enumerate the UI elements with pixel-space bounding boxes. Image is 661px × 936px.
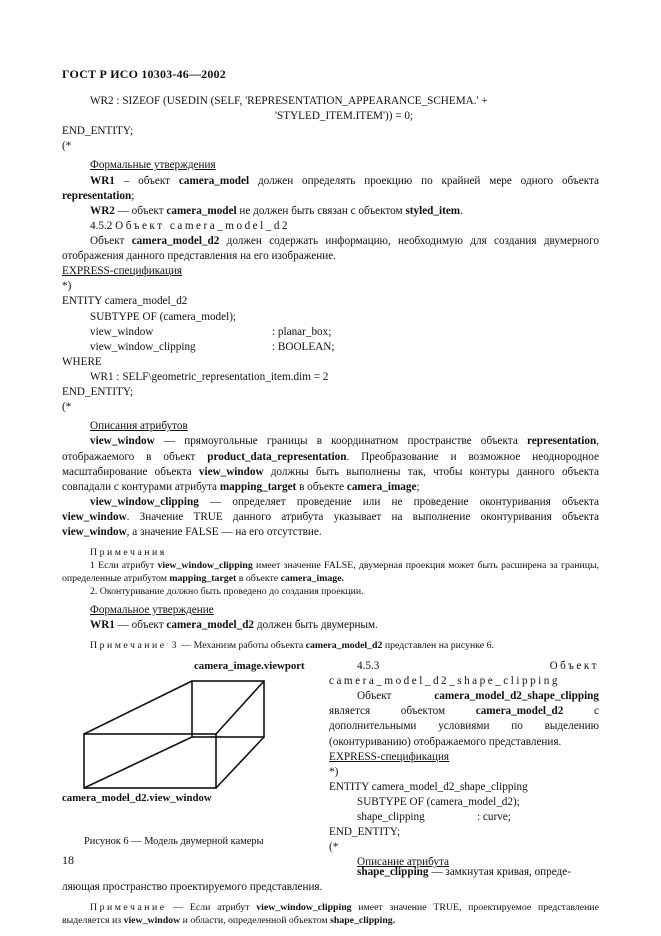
- edge-bottom-left: [84, 737, 192, 788]
- code-subtype-line: SUBTYPE OF (camera_model);: [90, 310, 237, 323]
- code-attr-view-window: view_window : planar_box;: [90, 325, 332, 338]
- code-attr-view-window-clipping: view_window_clipping : BOOLEAN;: [90, 340, 335, 353]
- section-4-5-3-description: Объект camera_model_d2_shape_clipping является объектом camera_model_d2 с дополнительными условиями по выделению (оконтуриванию) отображаемого представления.: [329, 690, 600, 748]
- edge-top-left: [84, 681, 192, 734]
- note-3: Примечание 3 — Механизм работы объекта camera_model_d2 представлен на рисунке 6.: [90, 640, 494, 652]
- code-comment-open-3: (*: [329, 841, 339, 854]
- code-end-entity-2: END_ENTITY;: [62, 386, 134, 399]
- section-4-5-3-title: 4.5.3 Объект camera_model_d2_shape_clipping: [329, 660, 599, 688]
- edge-top-right: [216, 681, 264, 734]
- figure-label-view-window: camera_model_d2.view_window: [62, 792, 212, 804]
- code-attr-shape-clipping: shape_clipping : curve;: [357, 811, 511, 824]
- figure-row: [62, 659, 600, 869]
- attribute-heading: Описание атрибута: [357, 856, 449, 869]
- view-window-rectangle: [84, 734, 216, 788]
- attr-shape-clipping-desc-start: shape_clipping — замкнутая кривая, опреде-: [357, 866, 571, 878]
- camera-model-drawing: [80, 677, 270, 793]
- code-comment-open-2: (*: [62, 401, 72, 414]
- code-entity-line: ENTITY camera_model_d2: [62, 295, 188, 308]
- rule-wr1: WR1 – объект camera_model должен определять проекцию по крайней мере одного объекта representation;: [62, 174, 599, 202]
- page-body: [62, 94, 599, 928]
- figure-6: [62, 659, 307, 865]
- notes-heading: Примечания: [90, 547, 167, 559]
- formal-rule-heading: Формальное утверждение: [90, 603, 214, 616]
- attributes-heading: Описания атрибутов: [90, 420, 188, 433]
- code-wr1-rule: WR1 : SELF\geometric_representation_item.dim = 2: [90, 370, 329, 383]
- formal-rules-heading: Формальные утверждения: [90, 159, 216, 172]
- code-end-entity: END_ENTITY;: [62, 125, 134, 138]
- attr-view-window-desc: view_window — прямоугольные границы в координатном пространстве объекта representation, отображаемого в объект product_data_representation. Преобразование и возможное неоднородное масштабирование объекта view_window должны быть выполнены так, чтобы контуры данного объекта совпадали с контурами атрибута mapping_target в объекте camera_image;: [62, 435, 599, 493]
- attr-shape-clipping-desc-end: ляющая пространство проектируемого представления.: [62, 881, 323, 894]
- code-wr2-line1: WR2 : SIZEOF (USEDIN (SELF, 'REPRESENTATION_APPEARANCE_SCHEMA.' +: [90, 95, 488, 107]
- figure-caption: Рисунок 6 — Модель двумерной камеры: [84, 836, 264, 847]
- code-end-entity-3: END_ENTITY;: [329, 826, 401, 839]
- note-last: Примечание — Если атрибут view_window_clipping имеет значение TRUE, проектируемое представление выделяется из view_window и области, определенной объектом shape_clipping.: [62, 902, 599, 927]
- standard-header: ГОСТ Р ИСО 10303-46—2002: [62, 67, 226, 81]
- attr-view-window-clipping-desc: view_window_clipping — определяет проведение или не проведение оконтуривания объекта view_window. Значение TRUE данного атрибута указывает на выполнение оконтуривания объекта view_window, а значение FALSE — на его отсутствие.: [62, 495, 599, 539]
- section-4-5-2-title: 4.5.2 Объект camera_model_d2: [90, 219, 291, 232]
- code-wr2-line2: 'STYLED_ITEM.ITEM')) = 0;: [275, 110, 414, 123]
- note-2: 2. Оконтуривание должно быть проведено до создания проекции.: [90, 585, 364, 597]
- edge-bottom-right: [216, 737, 264, 788]
- rule-wr2: WR2 — объект camera_model не должен быть связан с объектом styled_item.: [90, 204, 463, 217]
- section-4-5-2-description: Объект camera_model_d2 должен содержать информацию, необходимую для создания двумерного отображения данного представления на его изображение.: [62, 234, 599, 263]
- express-spec-heading-2: EXPRESS-спецификация: [329, 750, 450, 763]
- note-1: 1 Если атрибут view_window_clipping имеет значение FALSE, двумерная проекция может быть расширена за границы, определенные атрибутом mapping_target в объекте camera_image.: [62, 560, 599, 585]
- viewport-rectangle: [192, 681, 264, 737]
- express-spec-heading: EXPRESS-спецификация: [62, 265, 183, 278]
- section-4-5-3: [329, 659, 599, 871]
- figure-label-viewport: camera_image.viewport: [194, 660, 305, 672]
- code-comment-close-2: *): [329, 765, 339, 778]
- code-comment-open: (*: [62, 140, 72, 153]
- code-where: WHERE: [62, 355, 102, 368]
- rule-wr1-d2: WR1 — объект camera_model_d2 должен быть двумерным.: [90, 618, 378, 631]
- page-number: 18: [62, 853, 74, 867]
- code-comment-close: *): [62, 280, 72, 293]
- code-subtype-line-2: SUBTYPE OF (camera_model_d2);: [357, 795, 520, 808]
- code-entity-line-2: ENTITY camera_model_d2_shape_clipping: [329, 780, 528, 793]
